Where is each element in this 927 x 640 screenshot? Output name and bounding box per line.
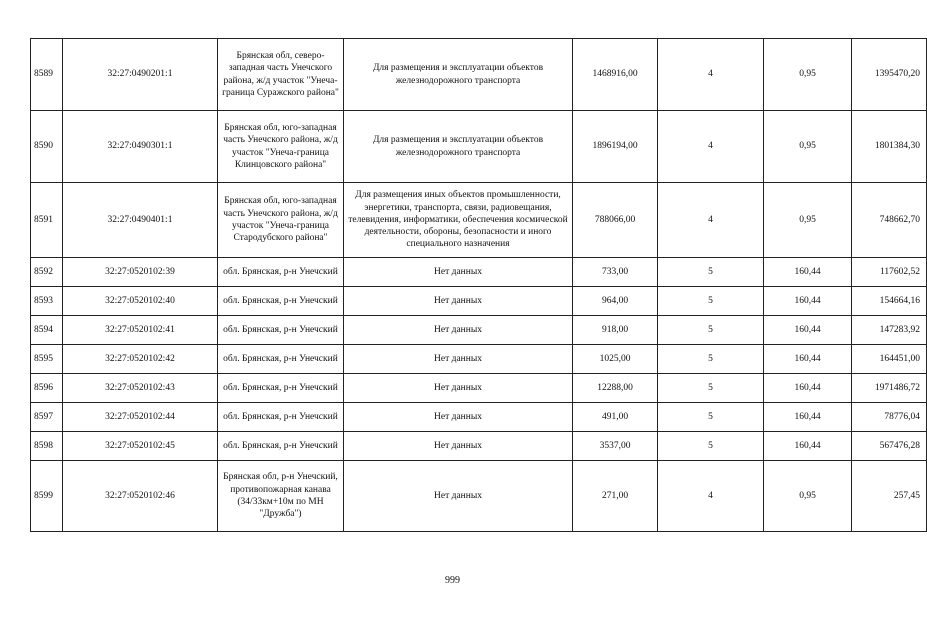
table-body [31, 39, 927, 532]
cadastral-number-cell: 32:27:0520102:40 [63, 287, 218, 316]
table-row [31, 403, 927, 432]
permitted-use-cell: Нет данных [344, 432, 573, 461]
row-number-cell: 8590 [31, 111, 63, 183]
specific-value-cell: 0,95 [764, 461, 852, 532]
address-cell: обл. Брянская, р-н Унечский [218, 258, 344, 287]
cadastral-number-cell: 32:27:0520102:45 [63, 432, 218, 461]
specific-value-cell: 160,44 [764, 345, 852, 374]
address-cell: Брянская обл, юго-западная часть Унечского района, ж/д участок "Унеча-граница Стародубского района" [218, 183, 344, 258]
cadastral-value-cell: 257,45 [852, 461, 927, 532]
address-cell: Брянская обл, р-н Унечский, противопожарная канава (34/33км+10м по МН "Дружба") [218, 461, 344, 532]
row-number-cell: 8597 [31, 403, 63, 432]
specific-value-cell: 160,44 [764, 258, 852, 287]
area-cell: 1468916,00 [573, 39, 658, 111]
page-number: 999 [445, 575, 460, 586]
address-cell: обл. Брянская, р-н Унечский [218, 374, 344, 403]
area-cell: 271,00 [573, 461, 658, 532]
cadastral-value-cell: 567476,28 [852, 432, 927, 461]
cadastral-value-cell: 164451,00 [852, 345, 927, 374]
address-cell: обл. Брянская, р-н Унечский [218, 432, 344, 461]
area-cell: 491,00 [573, 403, 658, 432]
row-number-cell: 8595 [31, 345, 63, 374]
row-number-cell: 8598 [31, 432, 63, 461]
cadastral-number-cell: 32:27:0520102:44 [63, 403, 218, 432]
cadastral-value-cell: 154664,16 [852, 287, 927, 316]
table-row [31, 374, 927, 403]
table-row [31, 316, 927, 345]
cadastral-value-cell: 117602,52 [852, 258, 927, 287]
cadastral-value-cell: 1801384,30 [852, 111, 927, 183]
row-number-cell: 8592 [31, 258, 63, 287]
table-row [31, 183, 927, 258]
group-cell: 4 [658, 111, 764, 183]
address-cell: Брянская обл, северо-западная часть Унечского района, ж/д участок "Унеча-граница Суражского района" [218, 39, 344, 111]
area-cell: 1025,00 [573, 345, 658, 374]
row-number-cell: 8596 [31, 374, 63, 403]
area-cell: 788066,00 [573, 183, 658, 258]
specific-value-cell: 160,44 [764, 403, 852, 432]
row-number-cell: 8591 [31, 183, 63, 258]
group-cell: 4 [658, 183, 764, 258]
area-cell: 964,00 [573, 287, 658, 316]
permitted-use-cell: Нет данных [344, 345, 573, 374]
table-row [31, 39, 927, 111]
row-number-cell: 8594 [31, 316, 63, 345]
table-row [31, 258, 927, 287]
cadastral-number-cell: 32:27:0490201:1 [63, 39, 218, 111]
specific-value-cell: 0,95 [764, 111, 852, 183]
area-cell: 3537,00 [573, 432, 658, 461]
table-row [31, 287, 927, 316]
table-row [31, 345, 927, 374]
specific-value-cell: 160,44 [764, 432, 852, 461]
area-cell: 918,00 [573, 316, 658, 345]
permitted-use-cell: Нет данных [344, 287, 573, 316]
permitted-use-cell: Нет данных [344, 316, 573, 345]
row-number-cell: 8599 [31, 461, 63, 532]
area-cell: 1896194,00 [573, 111, 658, 183]
permitted-use-cell: Нет данных [344, 461, 573, 532]
permitted-use-cell: Нет данных [344, 374, 573, 403]
cadastral-number-cell: 32:27:0490401:1 [63, 183, 218, 258]
cadastral-number-cell: 32:27:0520102:41 [63, 316, 218, 345]
cadastral-number-cell: 32:27:0520102:43 [63, 374, 218, 403]
permitted-use-cell: Нет данных [344, 258, 573, 287]
group-cell: 4 [658, 461, 764, 532]
group-cell: 5 [658, 345, 764, 374]
group-cell: 5 [658, 374, 764, 403]
specific-value-cell: 0,95 [764, 39, 852, 111]
group-cell: 5 [658, 403, 764, 432]
land-plots-table [30, 38, 927, 532]
group-cell: 4 [658, 39, 764, 111]
cadastral-value-cell: 748662,70 [852, 183, 927, 258]
specific-value-cell: 160,44 [764, 287, 852, 316]
cadastral-number-cell: 32:27:0520102:42 [63, 345, 218, 374]
cadastral-number-cell: 32:27:0520102:46 [63, 461, 218, 532]
permitted-use-cell: Для размещения и эксплуатации объектов железнодорожного транспорта [344, 111, 573, 183]
row-number-cell: 8593 [31, 287, 63, 316]
area-cell: 12288,00 [573, 374, 658, 403]
address-cell: обл. Брянская, р-н Унечский [218, 345, 344, 374]
cadastral-value-cell: 78776,04 [852, 403, 927, 432]
area-cell: 733,00 [573, 258, 658, 287]
specific-value-cell: 160,44 [764, 374, 852, 403]
address-cell: Брянская обл, юго-западная часть Унечского района, ж/д участок "Унеча-граница Клинцовского района" [218, 111, 344, 183]
permitted-use-cell: Нет данных [344, 403, 573, 432]
table-row [31, 461, 927, 532]
cadastral-value-cell: 1395470,20 [852, 39, 927, 111]
row-number-cell: 8589 [31, 39, 63, 111]
address-cell: обл. Брянская, р-н Унечский [218, 287, 344, 316]
cadastral-number-cell: 32:27:0520102:39 [63, 258, 218, 287]
specific-value-cell: 160,44 [764, 316, 852, 345]
table-row [31, 111, 927, 183]
cadastral-number-cell: 32:27:0490301:1 [63, 111, 218, 183]
cadastral-value-cell: 147283,92 [852, 316, 927, 345]
group-cell: 5 [658, 432, 764, 461]
group-cell: 5 [658, 287, 764, 316]
group-cell: 5 [658, 316, 764, 345]
address-cell: обл. Брянская, р-н Унечский [218, 316, 344, 345]
group-cell: 5 [658, 258, 764, 287]
address-cell: обл. Брянская, р-н Унечский [218, 403, 344, 432]
table-row [31, 432, 927, 461]
cadastral-value-cell: 1971486,72 [852, 374, 927, 403]
specific-value-cell: 0,95 [764, 183, 852, 258]
permitted-use-cell: Для размещения иных объектов промышленности, энергетики, транспорта, связи, радиовещания, телевидения, информатики, обеспечения космической деятельности, обороны, безопасности и иного специального назначения [344, 183, 573, 258]
permitted-use-cell: Для размещения и эксплуатации объектов железнодорожного транспорта [344, 39, 573, 111]
